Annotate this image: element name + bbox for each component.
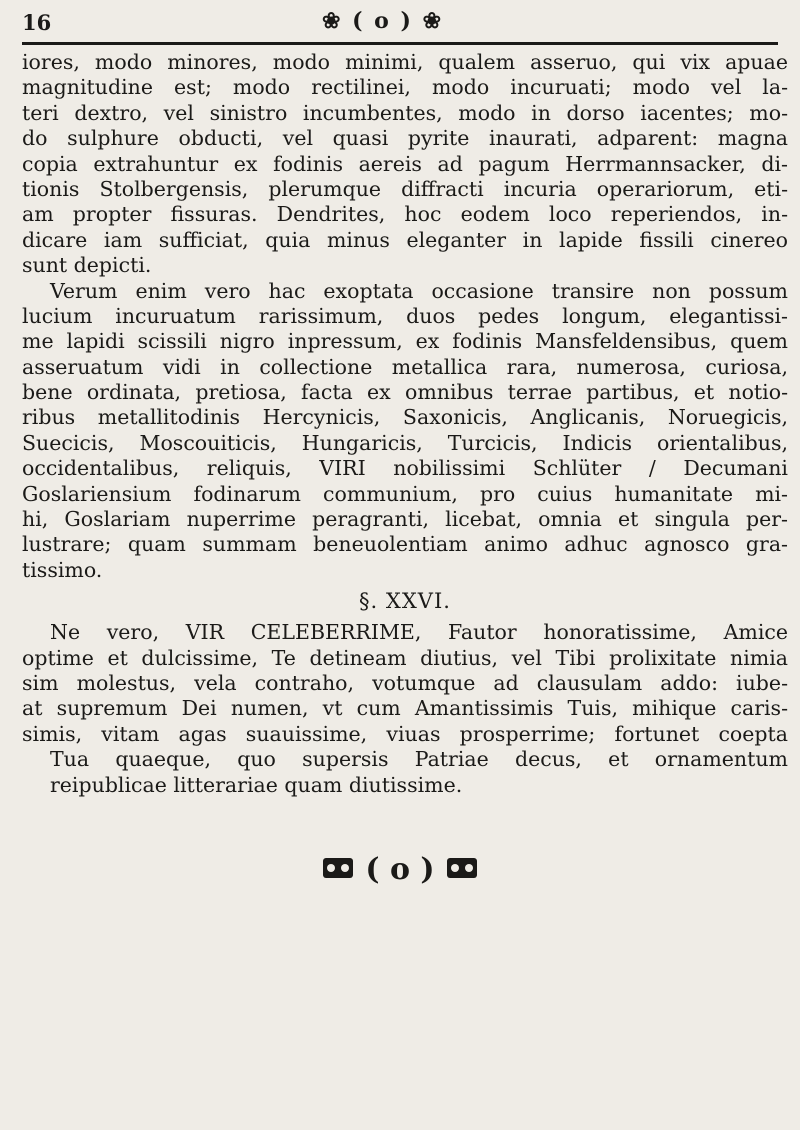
text-line: ribus metallitodinis Hercynicis, Saxonicis, Anglicanis, Noruegicis, bbox=[22, 405, 788, 430]
text-line: at supremum Dei numen, vt cum Amantissimis Tuis, mihique caris- bbox=[22, 696, 788, 721]
text-line: hi, Goslariam nuperrime peragranti, licebat, omnia et singula per- bbox=[22, 507, 788, 532]
text-line: lustrare; quam summam beneuolentiam animo adhuc agnosco gra- bbox=[22, 532, 788, 557]
text-line: copia extrahuntur ex fodinis aereis ad pagum Herrmannsacker, di- bbox=[22, 151, 788, 176]
fleuron-right-icon bbox=[445, 854, 479, 889]
text-line: optime et dulcissime, Te detineam diutius, vel Tibi prolixitate nimia bbox=[22, 645, 788, 670]
section-heading: §. XXVI. bbox=[359, 589, 451, 614]
text-line: Goslariensium fodinarum communium, pro cuius humanitate mi- bbox=[22, 481, 788, 506]
paragraph-2 bbox=[22, 279, 788, 584]
text-line: reipublicae litterariae quam diutissime. bbox=[50, 772, 463, 797]
text-line: Suecicis, Moscouiticis, Hungaricis, Turcicis, Indicis orientalibus, bbox=[22, 430, 788, 455]
text-line: asseruatum vidi in collectione metallica rara, numerosa, curiosa, bbox=[22, 354, 788, 379]
text-line: dicare iam sufficiat, quia minus eleganter in lapide fissili cinereo bbox=[22, 227, 788, 252]
text-line: tionis Stolbergensis, plerumque diffracti incuria operariorum, eti- bbox=[22, 176, 788, 201]
paragraph-1 bbox=[22, 50, 788, 279]
text-line: occidentalibus, reliquis, VIRI nobilissimi Schlüter / Decumani bbox=[22, 456, 788, 481]
page-number: 16 bbox=[22, 10, 52, 35]
text-line: am propter fissuras. Dendrites, hoc eodem loco reperiendos, in- bbox=[22, 202, 788, 227]
text-line: tissimo. bbox=[22, 557, 103, 582]
text-line: lucium incuruatum rarissimum, duos pedes longum, elegantissi- bbox=[22, 303, 788, 328]
header-rule bbox=[22, 42, 778, 45]
text-line: bene ordinata, pretiosa, facta ex omnibus terrae partibus, et notio- bbox=[22, 380, 788, 405]
fleuron-left-icon bbox=[321, 854, 355, 889]
text-line: simis, vitam agas suauissime, viuas prosperrime; fortunet coepta bbox=[22, 721, 788, 746]
running-head-ornament: ❀ ( o ) ❀ bbox=[322, 8, 443, 34]
footer-ornament-text: ( o ) bbox=[365, 852, 435, 887]
text-line: do sulphure obducti, vel quasi pyrite inaurati, adparent: magna bbox=[22, 126, 788, 151]
text-line: Ne vero, VIR CELEBERRIME, Fautor honoratissime, Amice bbox=[50, 620, 788, 645]
text-line: sim molestus, vela contraho, votumque ad clausulam addo: iube- bbox=[22, 670, 788, 695]
closing-paragraph bbox=[22, 620, 788, 798]
text-line: magnitudine est; modo rectilinei, modo incuruati; modo vel la- bbox=[22, 75, 788, 100]
page-header bbox=[22, 8, 778, 44]
text-line: Tua quaeque, quo supersis Patriae decus, et ornamentum bbox=[50, 747, 788, 772]
footer-ornament bbox=[0, 852, 800, 889]
text-line: teri dextro, vel sinistro incumbentes, modo in dorso iacentes; mo- bbox=[22, 100, 788, 125]
text-line: sunt depicti. bbox=[22, 253, 152, 278]
text-line: Verum enim vero hac exoptata occasione transire non possum bbox=[50, 278, 788, 303]
text-line: iores, modo minores, modo minimi, qualem asseruo, qui vix apuae bbox=[22, 50, 788, 74]
text-line: me lapidi scissili nigro inpressum, ex fodinis Mansfeldensibus, quem bbox=[22, 329, 788, 354]
body-text bbox=[22, 50, 788, 798]
